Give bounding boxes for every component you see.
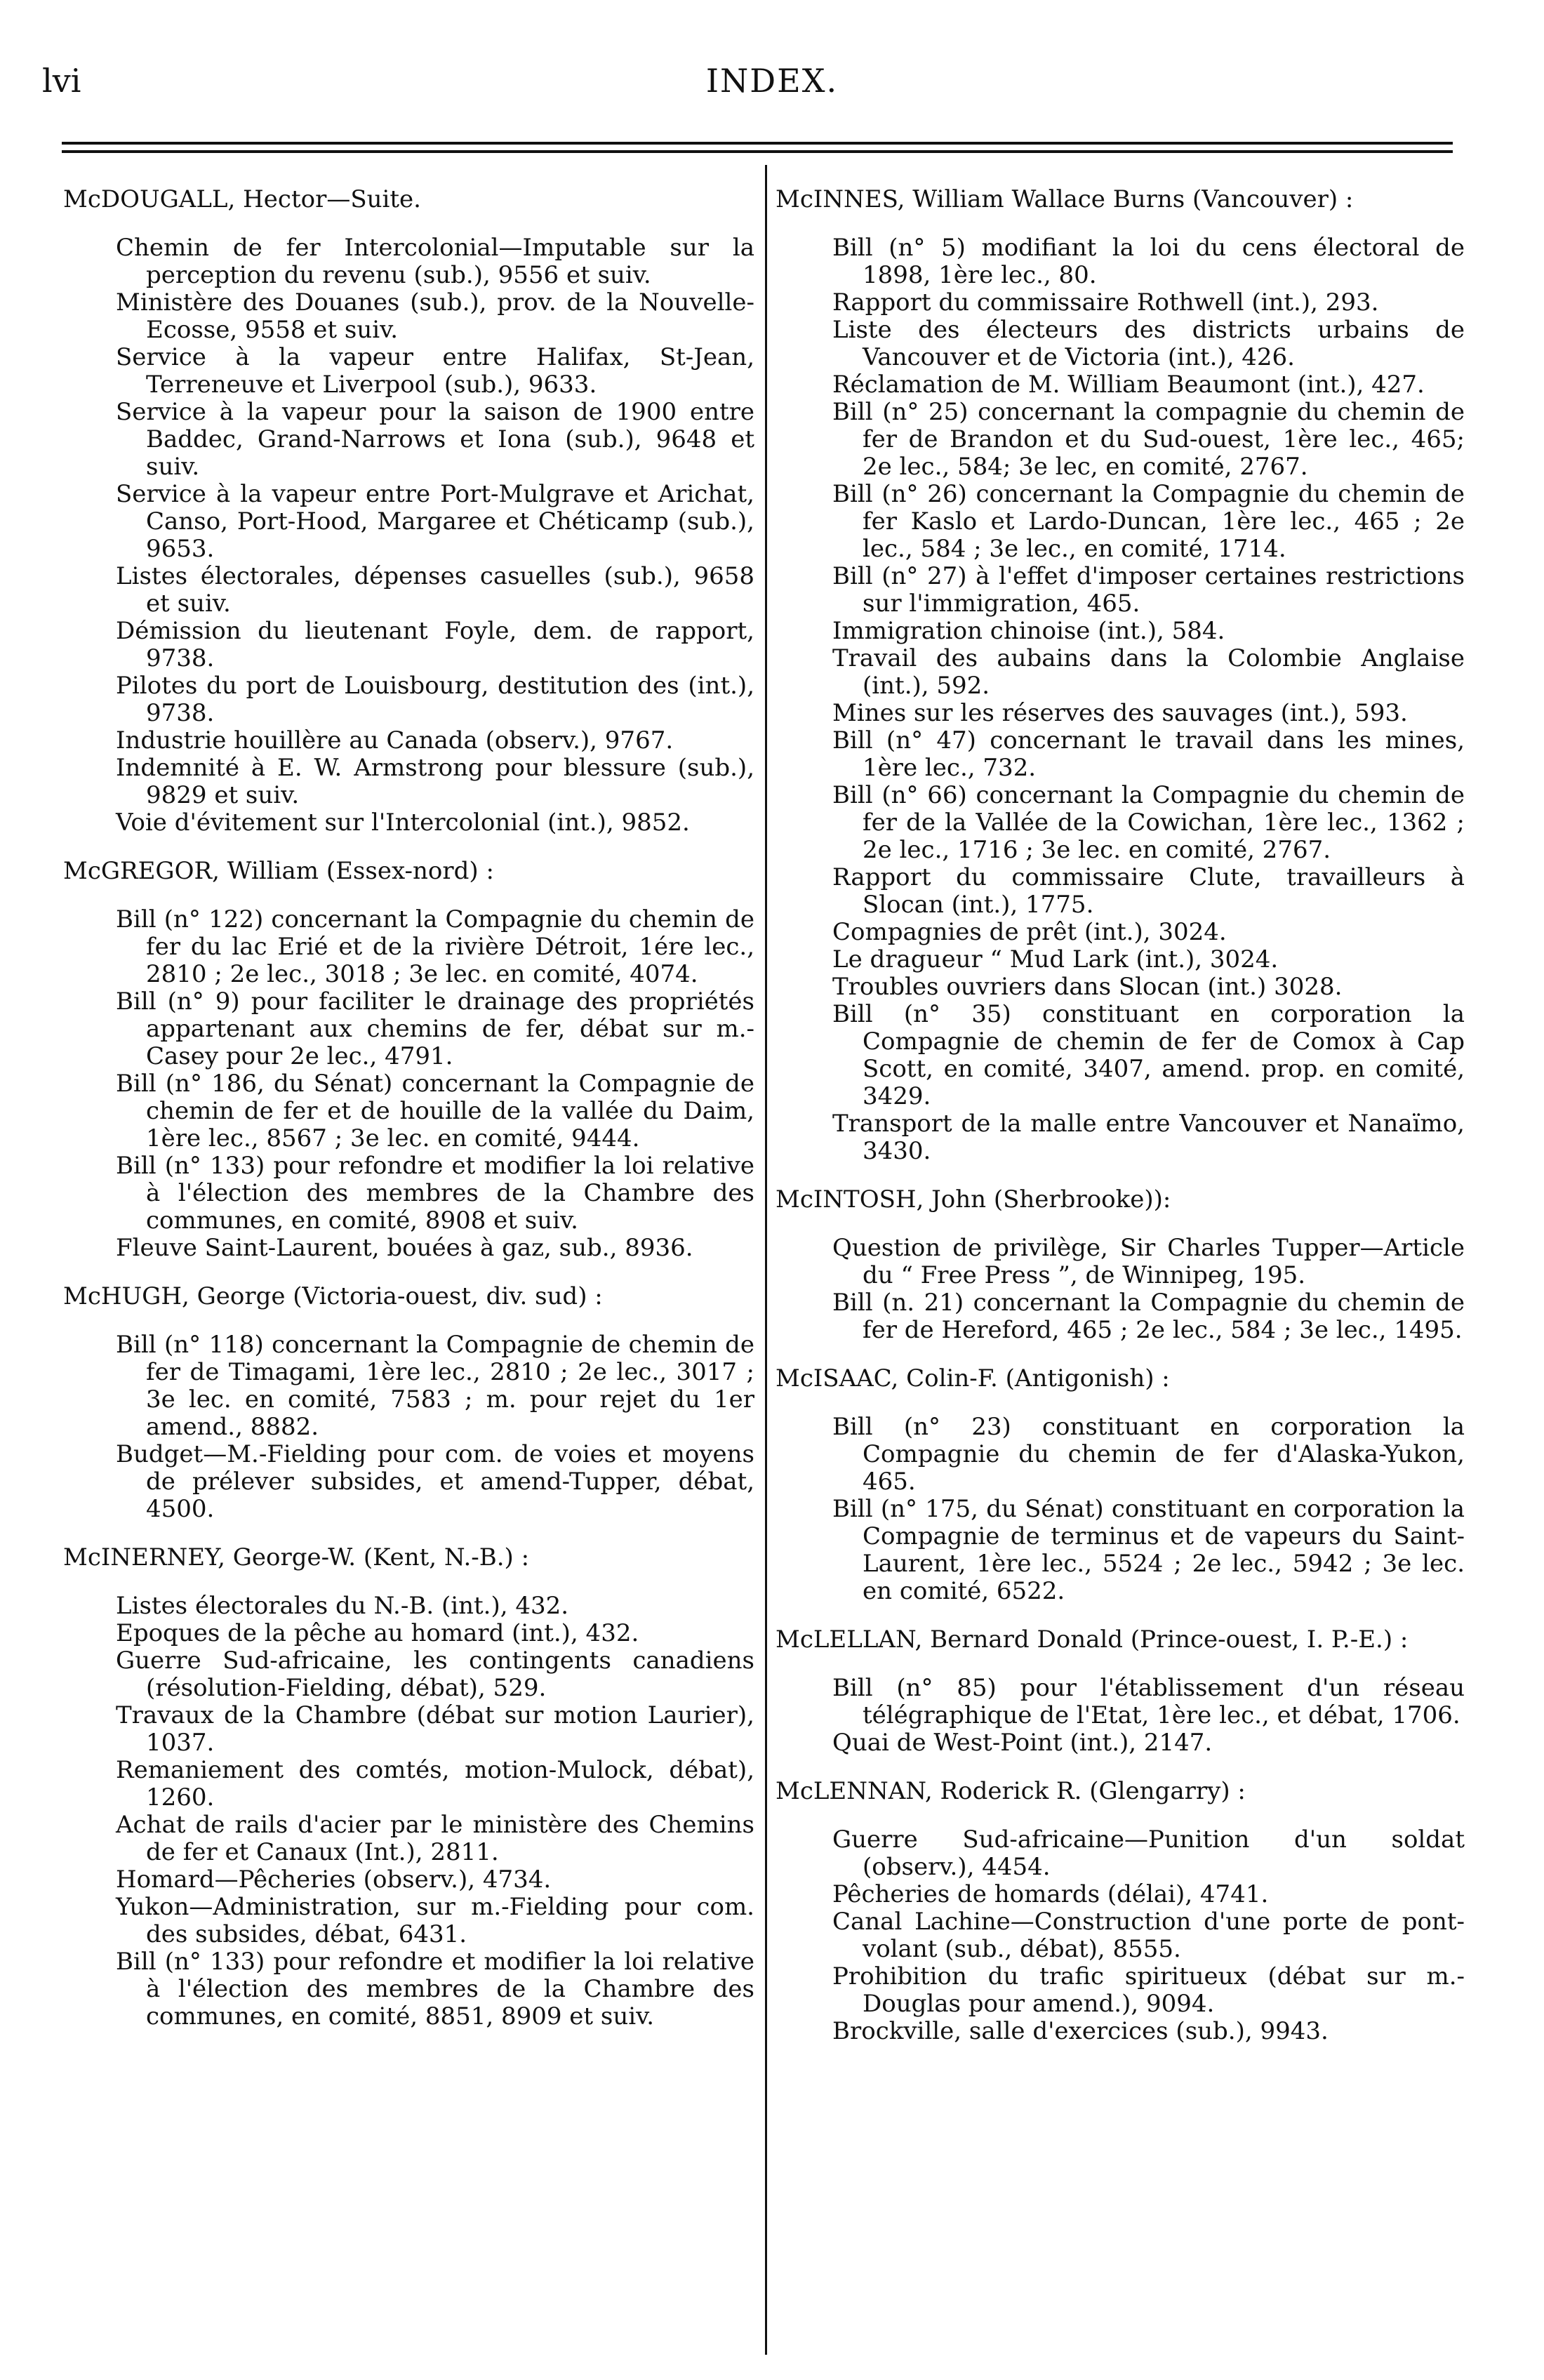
entry-item: Réclamation de M. William Beaumont (int.), 427.: [832, 371, 1425, 399]
entry-item: Bill (n° 133) pour refondre et modifier la loi relative à l'élection des membres de la Chambre des communes, en comité, 8851, 8909 et suiv.: [116, 1948, 754, 2030]
entry-item: Pilotes du port de Louisbourg, destitution des (int.), 9738.: [116, 672, 754, 727]
entry-item: Bill (n° 85) pour l'établissement d'un réseau télégraphique de l'Etat, 1ère lec., et débat, 1706.: [832, 1674, 1465, 1729]
entry-item: Indemnité à E. W. Armstrong pour blessure (sub.), 9829 et suiv.: [116, 754, 754, 809]
entry-item: Guerre Sud-africaine—Punition d'un soldat (observ.), 4454.: [832, 1826, 1465, 1881]
entry-item: Compagnies de prêt (int.), 3024.: [832, 918, 1227, 946]
page-number: lvi: [42, 62, 81, 100]
left-column: [63, 172, 754, 2030]
entry-item: Ministère des Douanes (sub.), prov. de la Nouvelle-Ecosse, 9558 et suiv.: [116, 288, 754, 344]
entry-item: Bill (n° 9) pour faciliter le drainage des propriétés appartenant aux chemins de fer, débat sur m.-Casey pour 2e lec., 4791.: [116, 988, 754, 1070]
entry-item: Bill (n° 25) concernant la compagnie du chemin de fer de Brandon et du Sud-ouest, 1ère lec., 465; 2e lec., 584; 3e lec, en comité, 2767.: [832, 398, 1465, 481]
header-rule-bottom: [62, 150, 1453, 153]
entry-item: Travail des aubains dans la Colombie Anglaise (int.), 592.: [832, 644, 1465, 700]
index-entry: [63, 1283, 754, 1523]
page-title: INDEX.: [705, 62, 839, 100]
entry-item: Bill (n° 47) concernant le travail dans les mines, 1ère lec., 732.: [832, 726, 1465, 782]
index-entry: [776, 1626, 1465, 1757]
entry-item: Bill (n° 118) concernant la Compagnie de chemin de fer de Timagami, 1ère lec., 2810 ; 2e lec., 3017 ; 3e lec. en comité, 7583 ; m. pour rejet du 1er amend., 8882.: [116, 1331, 754, 1441]
entry-item: Bill (n° 35) constituant en corporation la Compagnie de chemin de fer de Comox à Cap Scott, en comité, 3407, amend. prop. en comité, 3429.: [832, 1000, 1465, 1110]
index-entry: [776, 1365, 1465, 1605]
entry-item: Immigration chinoise (int.), 584.: [832, 617, 1225, 645]
entry-heading: McINNES, William Wallace Burns (Vancouver) :: [776, 185, 1354, 213]
column-divider: [765, 165, 767, 2355]
entry-item: Listes électorales du N.-B. (int.), 432.: [116, 1592, 569, 1620]
right-column: [776, 172, 1465, 2045]
entry-item: Homard—Pêcheries (observ.), 4734.: [116, 1866, 552, 1894]
entry-heading: McLENNAN, Roderick R. (Glengarry) :: [776, 1777, 1246, 1805]
entry-heading: McISAAC, Colin-F. (Antigonish) :: [776, 1364, 1170, 1392]
entry-item: Bill (n° 5) modifiant la loi du cens électoral de 1898, 1ère lec., 80.: [832, 234, 1465, 289]
entry-item: Bill (n° 27) à l'effet d'imposer certaines restrictions sur l'immigration, 465.: [832, 562, 1465, 618]
entry-heading: McINERNEY, George-W. (Kent, N.-B.) :: [63, 1543, 530, 1571]
entry-item: Bill (n° 186, du Sénat) concernant la Compagnie de chemin de fer et de houille de la vallée du Daim, 1ère lec., 8567 ; 3e lec. en comité, 9444.: [116, 1070, 754, 1152]
entry-item: Bill (n° 133) pour refondre et modifier la loi relative à l'élection des membres de la Chambre des communes, en comité, 8908 et suiv.: [116, 1152, 754, 1235]
entry-item: Transport de la malle entre Vancouver et Nanaïmo, 3430.: [832, 1110, 1465, 1165]
entry-item: Travaux de la Chambre (débat sur motion Laurier), 1037.: [116, 1701, 754, 1757]
index-entry: [776, 186, 1465, 1165]
index-entry: [63, 1544, 754, 2030]
entry-heading: McGREGOR, William (Essex-nord) :: [63, 857, 494, 885]
entry-item: Service à la vapeur entre Halifax, St-Jean, Terreneuve et Liverpool (sub.), 9633.: [116, 343, 754, 399]
entry-item: Rapport du commissaire Clute, travailleurs à Slocan (int.), 1775.: [832, 863, 1465, 919]
entry-item: Question de privilège, Sir Charles Tupper—Article du “ Free Press ”, de Winnipeg, 195.: [832, 1234, 1465, 1289]
entry-item: Le dragueur “ Mud Lark (int.), 3024.: [832, 945, 1279, 973]
entry-item: Pêcheries de homards (délai), 4741.: [832, 1880, 1269, 1908]
entry-heading: McHUGH, George (Victoria-ouest, div. sud) :: [63, 1282, 603, 1310]
entry-item: Guerre Sud-africaine, les contingents canadiens (résolution-Fielding, débat), 529.: [116, 1647, 754, 1702]
entry-item: Liste des électeurs des districts urbains de Vancouver et de Victoria (int.), 426.: [832, 316, 1465, 371]
entry-item: Prohibition du trafic spiritueux (débat sur m.-Douglas pour amend.), 9094.: [832, 1962, 1465, 2018]
entry-item: Bill (n° 23) constituant en corporation la Compagnie du chemin de fer d'Alaska-Yukon, 465.: [832, 1413, 1465, 1496]
entry-item: Achat de rails d'acier par le ministère des Chemins de fer et Canaux (Int.), 2811.: [116, 1811, 754, 1866]
entry-item: Bill (n. 21) concernant la Compagnie du chemin de fer de Hereford, 465 ; 2e lec., 584 ; 3e lec., 1495.: [832, 1289, 1465, 1344]
entry-item: Industrie houillère au Canada (observ.), 9767.: [116, 726, 674, 754]
index-entry: [63, 858, 754, 1262]
entry-heading: McLELLAN, Bernard Donald (Prince-ouest, I. P.-E.) :: [776, 1626, 1409, 1654]
entry-item: Bill (n° 122) concernant la Compagnie du chemin de fer du lac Erié et de la rivière Détroit, 1ére lec., 2810 ; 2e lec., 3018 ; 3e lec. en comité, 4074.: [116, 905, 754, 988]
header-rule-top: [62, 142, 1453, 145]
entry-item: Epoques de la pêche au homard (int.), 432.: [116, 1619, 639, 1647]
index-entry: [63, 186, 754, 837]
index-entry: [776, 1186, 1465, 1344]
entry-item: Yukon—Administration, sur m.-Fielding pour com. des subsides, débat, 6431.: [116, 1893, 754, 1948]
entry-item: Mines sur les réserves des sauvages (int.), 593.: [832, 699, 1408, 727]
entry-item: Quai de West-Point (int.), 2147.: [832, 1729, 1213, 1757]
entry-item: Service à la vapeur pour la saison de 1900 entre Baddec, Grand-Narrows et Iona (sub.), 9648 et suiv.: [116, 398, 754, 481]
entry-item: Bill (n° 175, du Sénat) constituant en corporation la Compagnie de terminus et de vapeurs du Saint-Laurent, 1ère lec., 5524 ; 2e lec., 5942 ; 3e lec. en comité, 6522.: [832, 1495, 1465, 1605]
entry-item: Bill (n° 26) concernant la Compagnie du chemin de fer Kaslo et Lardo-Duncan, 1ère lec., 465 ; 2e lec., 584 ; 3e lec., en comité, 1714.: [832, 480, 1465, 563]
entry-item: Fleuve Saint-Laurent, bouées à gaz, sub., 8936.: [116, 1234, 693, 1262]
entry-item: Voie d'évitement sur l'Intercolonial (int.), 9852.: [116, 809, 690, 837]
entry-item: Listes électorales, dépenses casuelles (sub.), 9658 et suiv.: [116, 562, 754, 618]
entry-item: Démission du lieutenant Foyle, dem. de rapport, 9738.: [116, 617, 754, 672]
entry-item: Canal Lachine—Construction d'une porte de pont-volant (sub., débat), 8555.: [832, 1908, 1465, 1963]
entry-heading: McDOUGALL, Hector—Suite.: [63, 185, 421, 213]
entry-item: Service à la vapeur entre Port-Mulgrave et Arichat, Canso, Port-Hood, Margaree et Chéticamp (sub.), 9653.: [116, 480, 754, 563]
entry-heading: McINTOSH, John (Sherbrooke)):: [776, 1185, 1171, 1214]
entry-item: Rapport du commissaire Rothwell (int.), 293.: [832, 288, 1379, 317]
entry-item: Budget—M.-Fielding pour com. de voies et moyens de prélever subsides, et amend-Tupper, débat, 4500.: [116, 1440, 754, 1523]
entry-item: Brockville, salle d'exercices (sub.), 9943.: [832, 2017, 1329, 2045]
entry-item: Troubles ouvriers dans Slocan (int.) 3028.: [832, 973, 1343, 1001]
entry-item: Chemin de fer Intercolonial—Imputable sur la perception du revenu (sub.), 9556 et suiv.: [116, 234, 754, 289]
entry-item: Remaniement des comtés, motion-Mulock, débat), 1260.: [116, 1756, 754, 1811]
entry-item: Bill (n° 66) concernant la Compagnie du chemin de fer de la Vallée de la Cowichan, 1ère lec., 1362 ; 2e lec., 1716 ; 3e lec. en comité, 2767.: [832, 781, 1465, 864]
index-entry: [776, 1778, 1465, 2045]
